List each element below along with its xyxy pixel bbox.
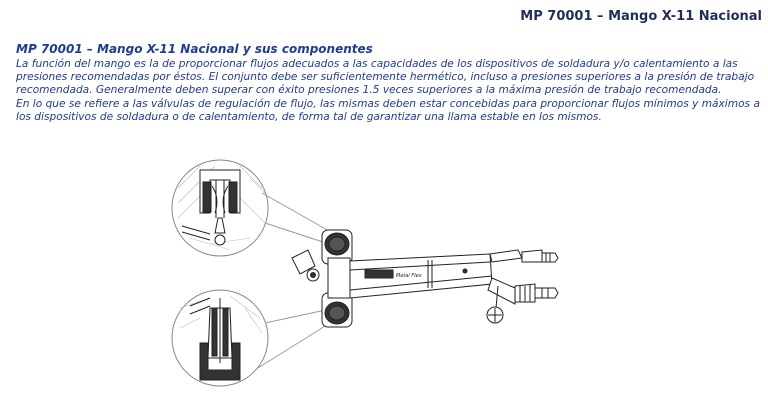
brand-label: Metal Flex: [396, 273, 422, 279]
paragraph-line-2: presiones recomendadas por éstos. El conjunto debe ser suficientemente hermético, incluso a presiones superiores a la presión de trabajo: [16, 71, 755, 84]
handle-technical-drawing: [170, 158, 570, 398]
page-header-title: MP 70001 – Mango X-11 Nacional: [520, 9, 762, 24]
paragraph-line-5: los dispositivos de soldadura o de calentamiento, de forma tal de garantizar una llama estable en los mismos.: [16, 110, 602, 123]
handle-drawing-svg: [170, 158, 570, 398]
paragraph-line-1: La función del mango es la de proporcionar flujos adecuados a las capacidades de los dispositivos de soldadura y/o calentamiento a las: [16, 58, 738, 70]
paragraph-line-4: En lo que se refiere a las válvulas de regulación de flujo, las mismas deben estar concebidas para proporcionar flujos mínimos y máximos a: [16, 97, 760, 110]
description-section: [16, 42, 760, 124]
handle-body: [292, 230, 558, 327]
top-valve-detail: [172, 160, 268, 256]
bottom-valve-detail: [172, 290, 268, 386]
section-title: MP 70001 – Mango X-11 Nacional y sus componentes: [16, 42, 373, 56]
paragraph-line-3: recomendada. Generalmente deben superar con éxito presiones 1.5 veces superiores a la máxima presión de trabajo recomendada.: [16, 84, 722, 97]
